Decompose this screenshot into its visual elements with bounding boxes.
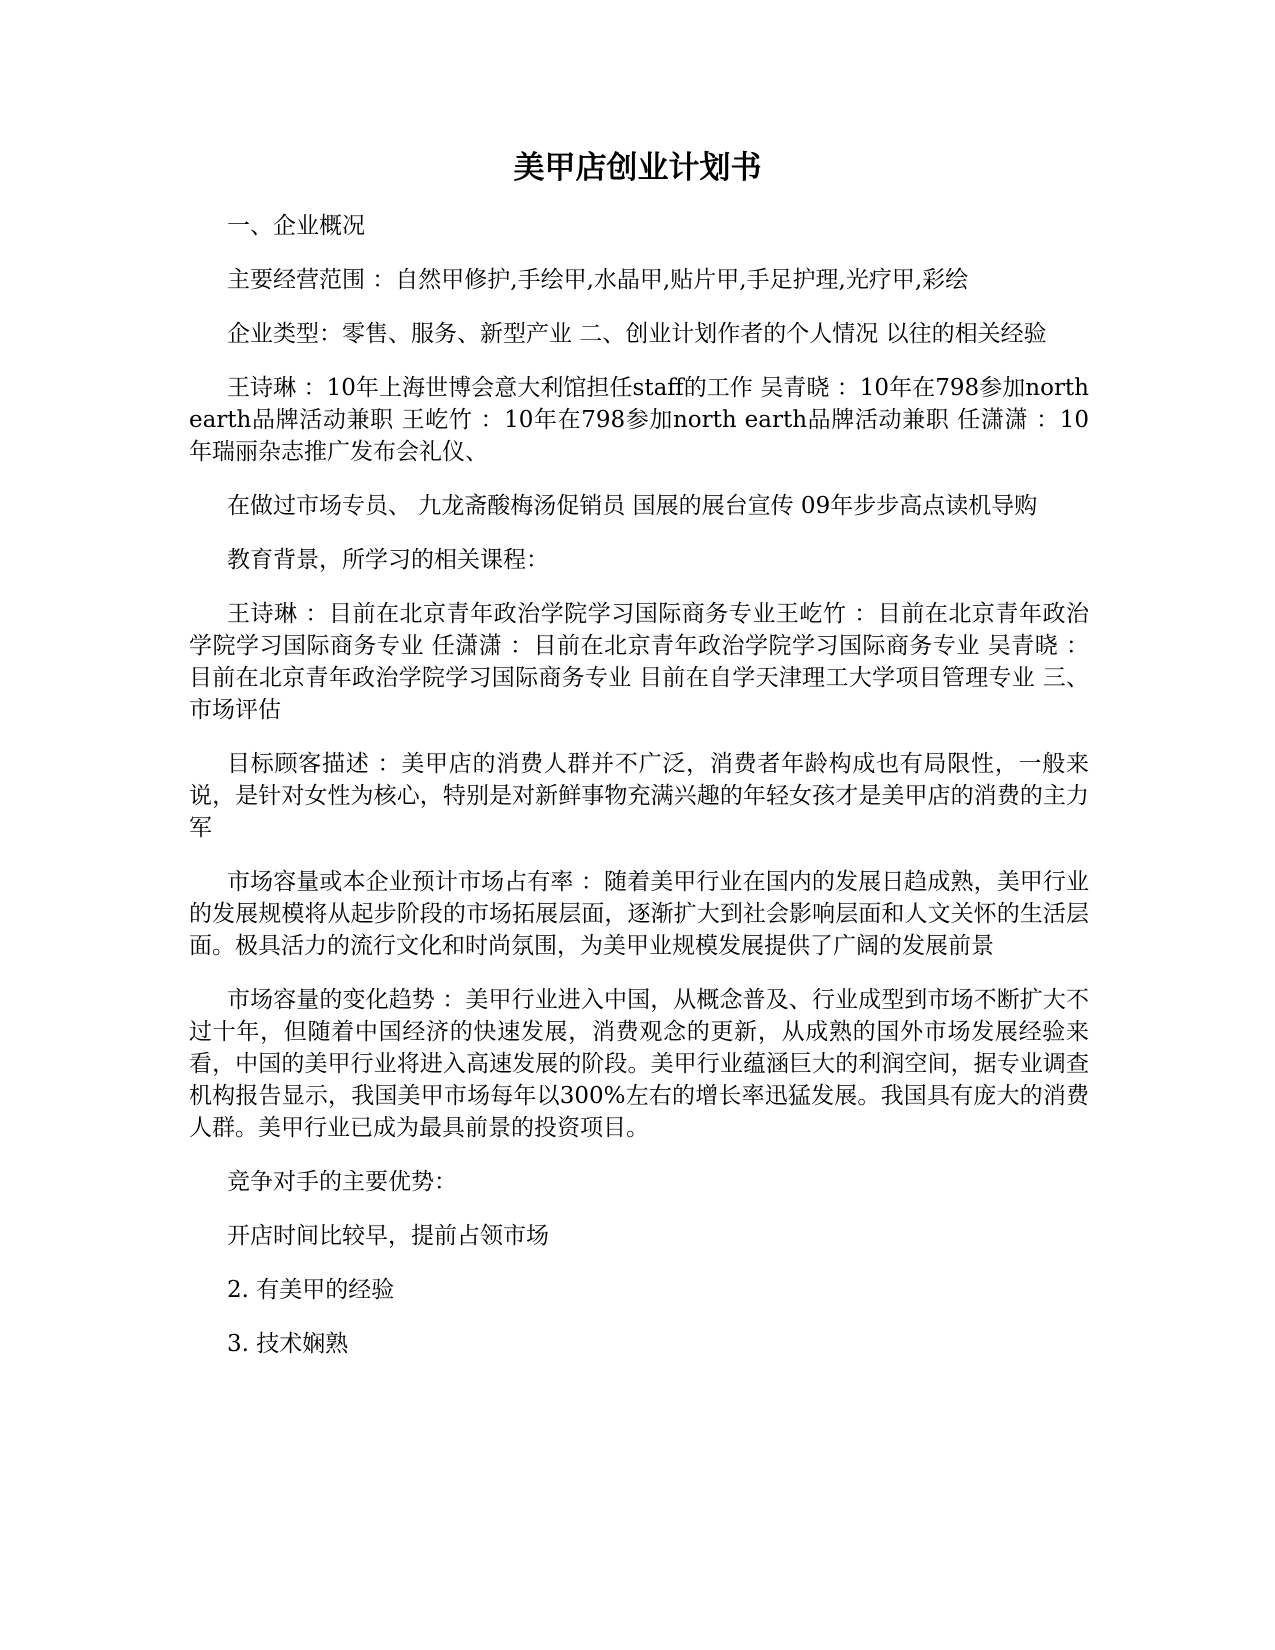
paragraph-competitor-heading: 竞争对手的主要优势： xyxy=(227,1169,457,1195)
list-item-experience: 2. 有美甲的经验 xyxy=(227,1277,395,1303)
paragraph-education-background: 王诗琳 ：目前在北京青年政治学院学习国际商务专业王屹竹 ：目前在北京青年政治学院学习国际商务专业 任潇潇 ：目前在北京青年政治学院学习国际商务专业 吴青晓 ：目前在北京青年政治学院学习国际商务专业 目前在自学天津理工大学项目管理专业 三、市场评估 xyxy=(189,601,1089,723)
paragraph-market-trend: 市场容量的变化趋势 ：美甲行业进入中国，从概念普及、行业成型到市场不断扩大不过十年，但随着中国经济的快速发展，消费观念的更新，从成熟的国外市场发展经验来看，中国的美甲行业将进入高速发展的阶段。美甲行业蕴涵巨大的利润空间，据专业调查机构报告显示，我国美甲市场每年以300%左右的增长率迅猛发展。我国具有庞大的消费人群。美甲行业已成为最具前景的投资项目。 xyxy=(189,987,1089,1141)
document-title: 美甲店创业计划书 xyxy=(513,150,762,186)
paragraph-founder-experience: 王诗琳 ：10年上海世博会意大利馆担任staff的工作 吴青晓 ：10年在798参加north earth品牌活动兼职 王屹竹 ：10年在798参加north earth品牌活动兼职 任潇潇 ：10年瑞丽杂志推广发布会礼仪、 xyxy=(189,375,1089,465)
paragraph-market-share: 市场容量或本企业预计市场占有率 ：随着美甲行业在国内的发展日趋成熟，美甲行业的发展规模将从起步阶段的市场拓展层面，逐渐扩大到社会影响层面和人文关怀的生活层面。极具活力的流行文化和时尚氛围，为美甲业规模发展提供了广阔的发展前景 xyxy=(189,869,1089,959)
list-item-early-opening: 开店时间比较早，提前占领市场 xyxy=(227,1223,549,1249)
paragraph-education-heading: 教育背景，所学习的相关课程： xyxy=(227,547,549,573)
list-item-skills: 3. 技术娴熟 xyxy=(227,1331,349,1357)
section-heading-enterprise-overview: 一、企业概况 xyxy=(227,213,365,239)
document-body xyxy=(189,210,1089,1382)
paragraph-business-scope: 主要经营范围 ：自然甲修护,手绘甲,水晶甲,贴片甲,手足护理,光疗甲,彩绘 xyxy=(227,267,969,293)
paragraph-enterprise-type: 企业类型：零售、服务、新型产业 二、创业计划作者的个人情况 以往的相关经验 xyxy=(227,321,1047,347)
paragraph-prior-jobs: 在做过市场专员、 九龙斋酸梅汤促销员 国展的展台宣传 09年步步高点读机导购 xyxy=(227,493,1038,519)
paragraph-target-customers: 目标顾客描述 ：美甲店的消费人群并不广泛，消费者年龄构成也有局限性，一般来说，是针对女性为核心，特别是对新鲜事物充满兴趣的年轻女孩才是美甲店的消费的主力军 xyxy=(189,751,1089,841)
